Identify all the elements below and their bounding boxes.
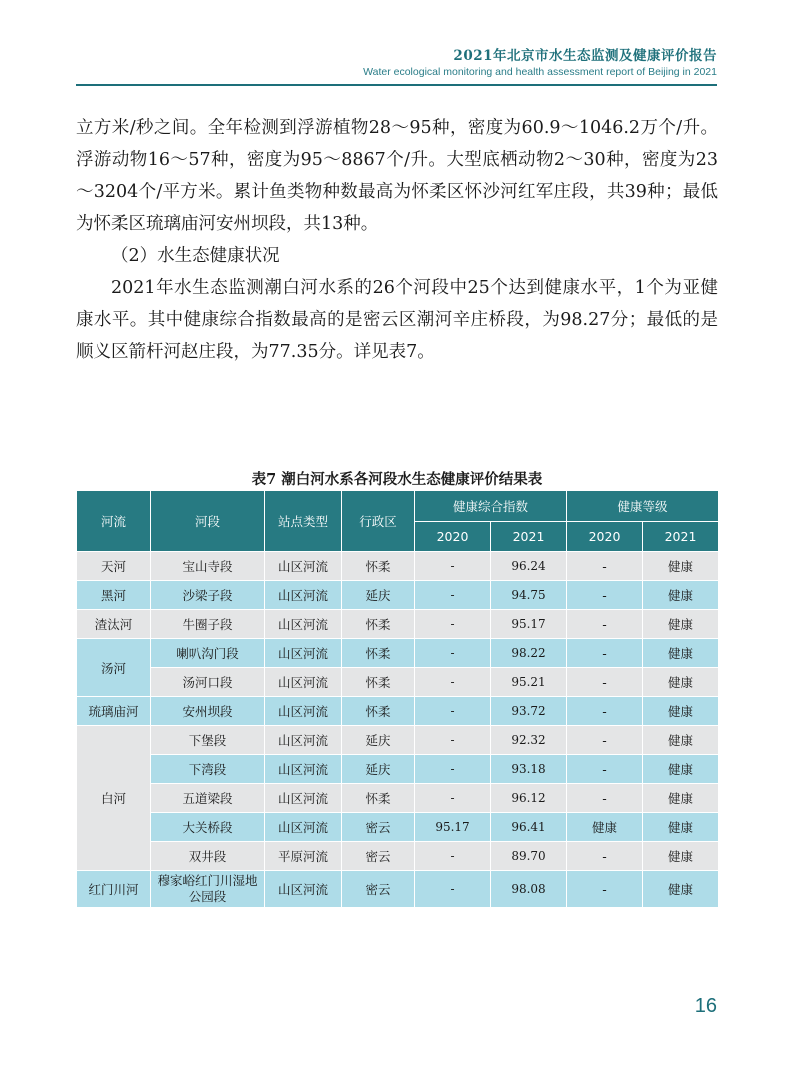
section-heading: （2）水生态健康状况 — [111, 246, 280, 266]
table-row — [77, 813, 719, 842]
grade-2020-cell: - — [567, 639, 643, 668]
site-type-cell: 山区河流 — [265, 726, 342, 755]
site-type-cell: 山区河流 — [265, 552, 342, 581]
table-row — [77, 726, 719, 755]
header-rule — [76, 84, 717, 86]
header-subtitle: Water ecological monitoring and health assessment report of Beijing in 2021 — [363, 66, 717, 78]
index-2021-cell: 96.12 — [491, 784, 567, 813]
grade-2020-cell: - — [567, 842, 643, 871]
district-cell: 怀柔 — [342, 610, 415, 639]
grade-2021-cell: 健康 — [643, 842, 719, 871]
section-cell: 牛圈子段 — [151, 610, 265, 639]
district-cell: 密云 — [342, 842, 415, 871]
index-2020-cell: - — [415, 842, 491, 871]
header-site-type: 站点类型 — [265, 491, 342, 552]
district-cell: 怀柔 — [342, 697, 415, 726]
body-text — [76, 112, 718, 368]
grade-2021-cell: 健康 — [643, 581, 719, 610]
section-cell: 穆家峪红门川湿地公园段 — [151, 871, 265, 908]
section-cell: 喇叭沟门段 — [151, 639, 265, 668]
district-cell: 延庆 — [342, 755, 415, 784]
index-2021-cell: 98.22 — [491, 639, 567, 668]
index-2021-cell: 93.18 — [491, 755, 567, 784]
table-row — [77, 697, 719, 726]
header-river: 河流 — [77, 491, 151, 552]
table-row — [77, 755, 719, 784]
index-2020-cell: - — [415, 697, 491, 726]
header-title: 2021年北京市水生态监测及健康评价报告 — [453, 48, 717, 64]
river-cell: 琉璃庙河 — [77, 697, 151, 726]
grade-2020-cell: - — [567, 668, 643, 697]
river-cell: 渣汰河 — [77, 610, 151, 639]
table-caption: 表7 潮白河水系各河段水生态健康评价结果表 — [251, 471, 543, 488]
river-cell: 白河 — [77, 726, 151, 871]
paragraph-health-status: 2021年水生态监测潮白河水系的26个河段中25个达到健康水平，1个为亚健康水平。其中健康综合指数最高的是密云区潮河辛庄桥段，为98.27分；最低的是顺义区箭杆河赵庄段，为77.35分。详见表7。 — [76, 278, 718, 362]
header-index-2020: 2020 — [415, 522, 491, 552]
header-section: 河段 — [151, 491, 265, 552]
district-cell: 密云 — [342, 871, 415, 908]
site-type-cell: 山区河流 — [265, 784, 342, 813]
table-row — [77, 668, 719, 697]
river-cell: 黑河 — [77, 581, 151, 610]
index-2020-cell: - — [415, 755, 491, 784]
index-2021-cell: 95.21 — [491, 668, 567, 697]
site-type-cell: 山区河流 — [265, 813, 342, 842]
river-cell: 天河 — [77, 552, 151, 581]
site-type-cell: 山区河流 — [265, 610, 342, 639]
table-row — [77, 784, 719, 813]
index-2020-cell: - — [415, 552, 491, 581]
paragraph-continuation: 立方米/秒之间。全年检测到浮游植物28～95种，密度为60.9～1046.2万个/升。浮游动物16～57种，密度为95～8867个/升。大型底栖动物2～30种，密度为23～3204个/平方米。累计鱼类物种数最高为怀柔区怀沙河红军庄段，共39种；最低为怀柔区琉璃庙河安州坝段，共13种。 — [76, 118, 718, 234]
index-2021-cell: 94.75 — [491, 581, 567, 610]
site-type-cell: 山区河流 — [265, 581, 342, 610]
district-cell: 怀柔 — [342, 552, 415, 581]
grade-2020-cell: - — [567, 610, 643, 639]
index-2021-cell: 89.70 — [491, 842, 567, 871]
section-cell: 汤河口段 — [151, 668, 265, 697]
table-row — [77, 639, 719, 668]
header-index-2021: 2021 — [491, 522, 567, 552]
section-cell: 安州坝段 — [151, 697, 265, 726]
grade-2021-cell: 健康 — [643, 784, 719, 813]
section-cell: 宝山寺段 — [151, 552, 265, 581]
index-2021-cell: 95.17 — [491, 610, 567, 639]
grade-2020-cell: - — [567, 697, 643, 726]
river-cell: 汤河 — [77, 639, 151, 697]
table-row — [77, 842, 719, 871]
index-2020-cell: - — [415, 581, 491, 610]
district-cell: 怀柔 — [342, 784, 415, 813]
section-cell: 下湾段 — [151, 755, 265, 784]
index-2020-cell: - — [415, 784, 491, 813]
site-type-cell: 山区河流 — [265, 871, 342, 908]
grade-2020-cell: - — [567, 871, 643, 908]
index-2020-cell: - — [415, 610, 491, 639]
district-cell: 延庆 — [342, 581, 415, 610]
index-2020-cell: 95.17 — [415, 813, 491, 842]
section-cell: 下堡段 — [151, 726, 265, 755]
grade-2020-cell: - — [567, 755, 643, 784]
district-cell: 怀柔 — [342, 639, 415, 668]
site-type-cell: 山区河流 — [265, 639, 342, 668]
grade-2021-cell: 健康 — [643, 639, 719, 668]
district-cell: 延庆 — [342, 726, 415, 755]
grade-2021-cell: 健康 — [643, 668, 719, 697]
header-index: 健康综合指数 — [415, 491, 567, 522]
grade-2021-cell: 健康 — [643, 755, 719, 784]
section-cell: 大关桥段 — [151, 813, 265, 842]
index-2021-cell: 96.24 — [491, 552, 567, 581]
grade-2020-cell: - — [567, 726, 643, 755]
index-2021-cell: 96.41 — [491, 813, 567, 842]
section-cell: 五道梁段 — [151, 784, 265, 813]
section-cell: 沙梁子段 — [151, 581, 265, 610]
table-row — [77, 610, 719, 639]
section-cell: 双井段 — [151, 842, 265, 871]
grade-2021-cell: 健康 — [643, 697, 719, 726]
grade-2020-cell: - — [567, 552, 643, 581]
table-row — [77, 552, 719, 581]
health-evaluation-table — [76, 490, 719, 908]
grade-2021-cell: 健康 — [643, 726, 719, 755]
grade-2021-cell: 健康 — [643, 871, 719, 908]
site-type-cell: 山区河流 — [265, 697, 342, 726]
grade-2020-cell: - — [567, 581, 643, 610]
index-2020-cell: - — [415, 871, 491, 908]
district-cell: 怀柔 — [342, 668, 415, 697]
grade-2021-cell: 健康 — [643, 813, 719, 842]
page-number: 16 — [694, 995, 717, 1017]
grade-2021-cell: 健康 — [643, 552, 719, 581]
header-grade: 健康等级 — [567, 491, 719, 522]
site-type-cell: 平原河流 — [265, 842, 342, 871]
site-type-cell: 山区河流 — [265, 668, 342, 697]
index-2020-cell: - — [415, 726, 491, 755]
index-2021-cell: 98.08 — [491, 871, 567, 908]
grade-2020-cell: 健康 — [567, 813, 643, 842]
district-cell: 密云 — [342, 813, 415, 842]
index-2020-cell: - — [415, 668, 491, 697]
site-type-cell: 山区河流 — [265, 755, 342, 784]
header-district: 行政区 — [342, 491, 415, 552]
table-row — [77, 871, 719, 908]
grade-2020-cell: - — [567, 784, 643, 813]
table-row — [77, 581, 719, 610]
index-2020-cell: - — [415, 639, 491, 668]
running-header — [363, 44, 717, 78]
grade-2021-cell: 健康 — [643, 610, 719, 639]
index-2021-cell: 92.32 — [491, 726, 567, 755]
index-2021-cell: 93.72 — [491, 697, 567, 726]
header-grade-2020: 2020 — [567, 522, 643, 552]
river-cell: 红门川河 — [77, 871, 151, 908]
header-grade-2021: 2021 — [643, 522, 719, 552]
